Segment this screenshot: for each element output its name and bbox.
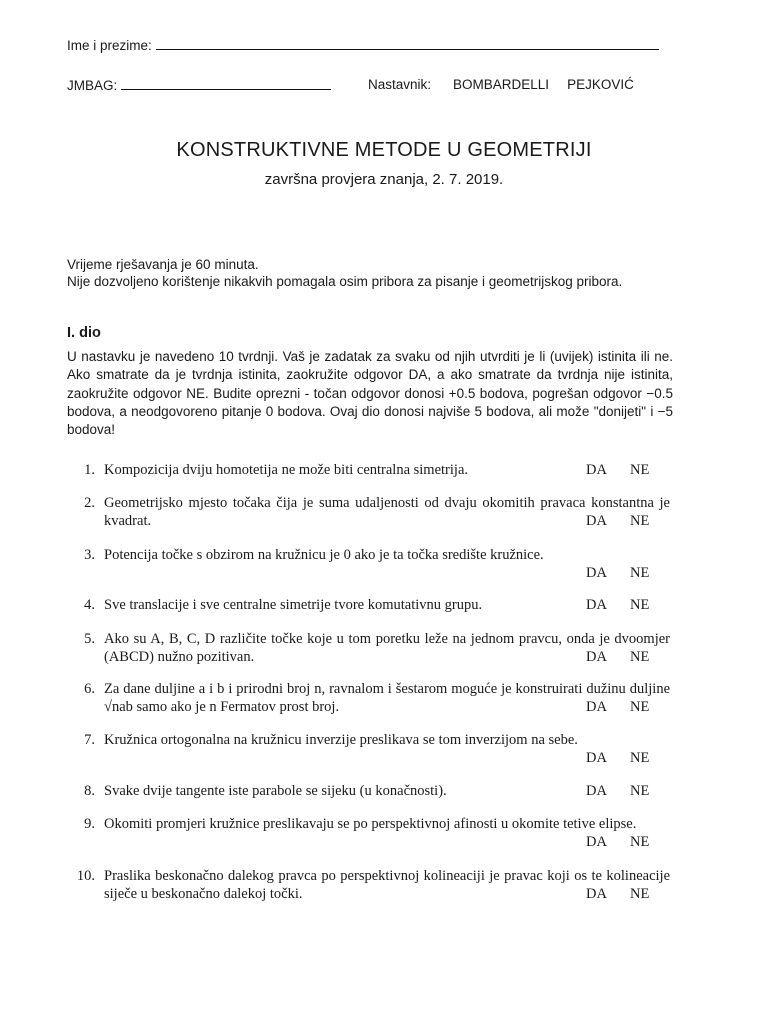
answer-da[interactable]: DA xyxy=(586,597,607,613)
question-number: 1. xyxy=(84,462,95,478)
question-number: 7. xyxy=(84,732,95,748)
jmbag-label: JMBAG: xyxy=(67,78,118,93)
answer-options xyxy=(586,597,664,615)
answer-options xyxy=(586,699,664,717)
name-row xyxy=(67,37,667,53)
answer-da[interactable]: DA xyxy=(586,783,607,799)
exam-title: KONSTRUKTIVNE METODE U GEOMETRIJI xyxy=(176,139,592,161)
teacher-name-2: PEJKOVIĆ xyxy=(567,77,634,92)
question-number: 5. xyxy=(84,631,95,647)
answer-ne[interactable]: NE xyxy=(630,698,650,715)
answer-options xyxy=(586,462,664,480)
question-text: Kompozicija dviju homotetija ne može biti centralna simetrija. xyxy=(104,462,469,478)
answer-da[interactable]: DA xyxy=(586,833,607,850)
answer-ne[interactable]: NE xyxy=(630,564,650,581)
question-number: 8. xyxy=(84,783,95,799)
answer-da[interactable]: DA xyxy=(586,462,607,478)
answer-da[interactable]: DA xyxy=(586,885,607,902)
answer-da[interactable]: DA xyxy=(586,648,607,665)
answer-options xyxy=(586,886,664,904)
answer-ne[interactable]: NE xyxy=(630,512,650,529)
answer-da[interactable]: DA xyxy=(586,749,607,766)
question-text: Za dane duljine a i b i prirodni broj n, ravnalom i šestarom moguće je konstruirati dužinu duljine √nab samo ako je n Fermatov prost broj. xyxy=(104,681,670,715)
question-number: 10. xyxy=(76,868,95,884)
answer-options xyxy=(586,834,664,852)
question-number: 9. xyxy=(84,816,95,832)
exam-info xyxy=(67,256,622,290)
question-text: Potencija točke s obzirom na kružnicu je 0 ako je ta točka središte kružnice. xyxy=(104,547,544,563)
answer-ne[interactable]: NE xyxy=(630,783,650,799)
answer-options xyxy=(586,783,664,801)
part-heading: I. dio xyxy=(67,325,101,341)
answer-ne[interactable]: NE xyxy=(630,833,650,850)
question-text: Sve translacije i sve centralne simetrije tvore komutativnu grupu. xyxy=(104,597,483,613)
answer-options xyxy=(586,649,664,667)
question-text: Praslika beskonačno dalekog pravca po perspektivnoj kolineaciji je pravac koji os te kolineacije siječe u beskonačno dalekoj točki. xyxy=(104,868,670,902)
answer-options xyxy=(586,513,664,531)
name-label: Ime i prezime: xyxy=(67,38,152,53)
info-time: Vrijeme rješavanja je 60 minuta. xyxy=(67,257,259,272)
answer-ne[interactable]: NE xyxy=(630,462,650,478)
jmbag-row xyxy=(67,77,331,93)
part-intro: U nastavku je navedeno 10 tvrdnji. Vaš je zadatak za svaku od njih utvrditi je li (uvijek) istinita ili ne. Ako smatrate da je tvrdnja istinita, zaokružite odgovor DA, a ako smatrate da tvrdnja nije istinita, zaokružite odgovor NE. Budite oprezni - točan odgovor donosi +0.5 bodova, pogrešan odgovor −0.5 bodova, a neodgovoreno pitanje 0 bodova. Ovaj dio donosi najviše 5 bodova, ali može "donijeti" i −5 bodova! xyxy=(67,349,673,438)
teacher-label: Nastavnik: xyxy=(368,77,432,92)
name-field[interactable] xyxy=(156,37,659,50)
teacher-block xyxy=(368,77,634,92)
teacher-name-1: BOMBARDELLI xyxy=(453,77,550,92)
question-number: 2. xyxy=(84,495,95,511)
answer-ne[interactable]: NE xyxy=(630,885,650,902)
answer-options xyxy=(586,565,664,583)
question-number: 4. xyxy=(84,597,95,613)
answer-ne[interactable]: NE xyxy=(630,749,650,766)
answer-da[interactable]: DA xyxy=(586,564,607,581)
question-text: Kružnica ortogonalna na kružnicu inverzije preslikava se tom inverzijom na sebe. xyxy=(104,732,578,748)
answer-da[interactable]: DA xyxy=(586,698,607,715)
answer-ne[interactable]: NE xyxy=(630,597,650,613)
answer-options xyxy=(586,750,664,768)
question-text: Ako su A, B, C, D različite točke koje u tom poretku leže na jednom pravcu, onda je dvoomjer (ABCD) nužno pozitivan. xyxy=(104,631,670,665)
answer-ne[interactable]: NE xyxy=(630,648,650,665)
exam-subtitle: završna provjera znanja, 2. 7. 2019. xyxy=(264,171,504,188)
question-text: Svake dvije tangente iste parabole se sijeku (u konačnosti). xyxy=(104,783,447,799)
question-number: 6. xyxy=(84,681,95,697)
question-number: 3. xyxy=(84,547,95,563)
info-rules: Nije dozvoljeno korištenje nikakvih pomagala osim pribora za pisanje i geometrijskog pribora. xyxy=(67,274,623,289)
jmbag-field[interactable] xyxy=(121,77,331,90)
question-text: Okomiti promjeri kružnice preslikavaju se po perspektivnoj afinosti u okomite tetive elipse. xyxy=(104,816,637,832)
question-text: Geometrijsko mjesto točaka čija je suma udaljenosti od dvaju okomitih pravaca konstantna je kvadrat. xyxy=(104,495,670,529)
answer-da[interactable]: DA xyxy=(586,512,607,529)
